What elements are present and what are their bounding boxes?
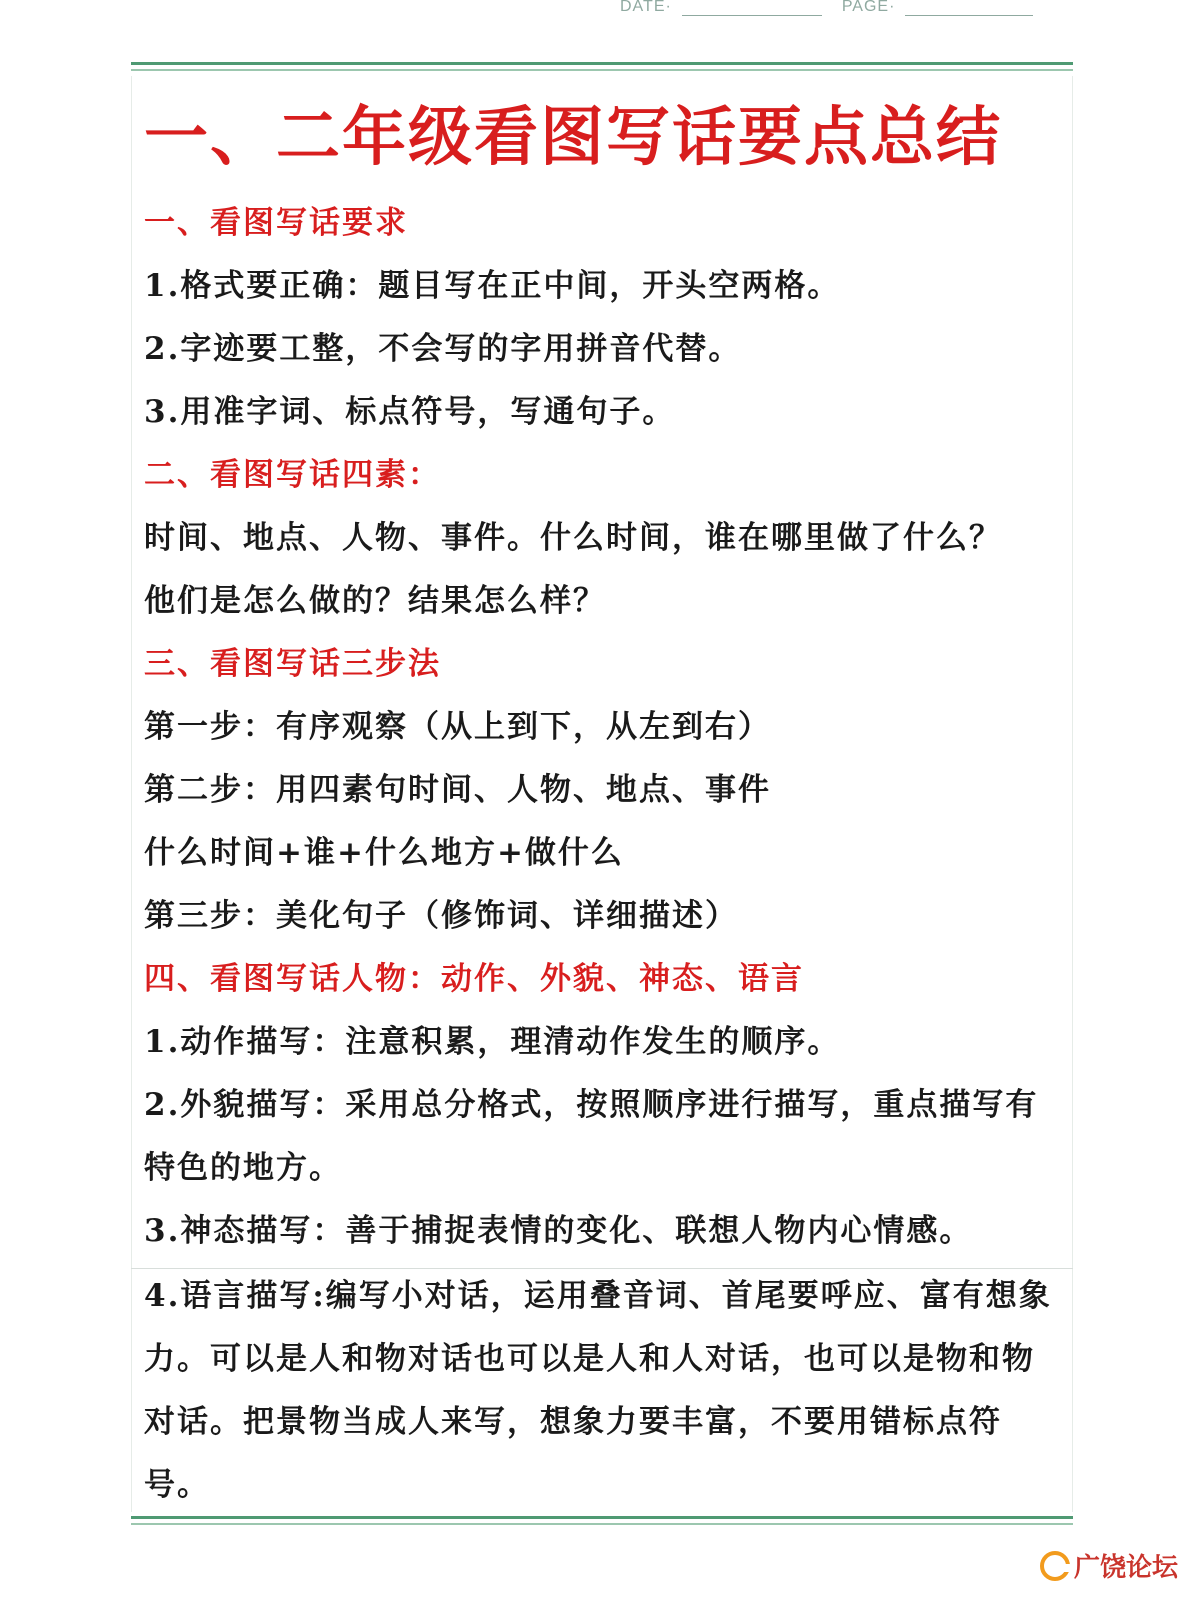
list-item: 第二步：用四素句时间、人物、地点、事件 <box>144 772 771 808</box>
list-item: 2.字迹要工整，不会写的字用拼音代替。 <box>144 331 742 367</box>
section-four-elements <box>144 444 1064 633</box>
divider <box>131 1268 1073 1269</box>
page-label: PAGE· <box>841 0 896 15</box>
left-border <box>131 76 132 1512</box>
right-border <box>1072 76 1073 1512</box>
page-line <box>905 0 1033 16</box>
list-item: 第一步：有序观察（从上到下，从左到右） <box>144 709 771 745</box>
list-item: 3.神态描写：善于捕捉表情的变化、联想人物内心情感。 <box>144 1213 973 1249</box>
list-item: 2.外貌描写：采用总分格式，按照顺序进行描写，重点描写有特色的地方。 <box>144 1087 1039 1186</box>
list-item: 1.动作描写：注意积累，理清动作发生的顺序。 <box>144 1024 841 1060</box>
section-heading: 四、看图写话人物：动作、外貌、神态、语言 <box>144 961 804 997</box>
section-requirements <box>144 192 1064 444</box>
list-item: 什么时间+谁+什么地方+做什么 <box>144 835 624 871</box>
section-heading: 三、看图写话三步法 <box>144 646 441 682</box>
list-item: 时间、地点、人物、事件。什么时间，谁在哪里做了什么？ <box>144 520 1002 556</box>
page-title: 一、二年级看图写话要点总结 <box>144 100 1002 175</box>
document-body <box>144 96 1064 1517</box>
logo-icon <box>1040 1551 1070 1581</box>
section-heading: 二、看图写话四素： <box>144 457 441 493</box>
list-item: 3.用准字词、标点符号，写通句子。 <box>144 394 676 430</box>
date-line <box>682 0 822 16</box>
page-header <box>620 0 1033 16</box>
section-heading: 一、看图写话要求 <box>144 205 408 241</box>
list-item: 1.格式要正确：题目写在正中间，开头空两格。 <box>144 268 841 304</box>
section-characters <box>144 948 1064 1517</box>
list-item: 4.语言描写:编写小对话，运用叠音词、首尾要呼应、富有想象力。可以是人和物对话也可以是人和人对话，也可以是物和物对话。把景物当成人来写，想象力要丰富，不要用错标点符号。 <box>144 1278 1052 1503</box>
list-item: 第三步：美化句子（修饰词、详细描述） <box>144 898 738 934</box>
list-item: 他们是怎么做的？结果怎么样？ <box>144 583 606 619</box>
bottom-rule <box>131 1516 1073 1525</box>
watermark-text: 广饶论坛 <box>1073 1552 1178 1582</box>
section-three-steps <box>144 633 1064 948</box>
date-label: DATE· <box>620 0 672 15</box>
watermark <box>1040 1547 1178 1584</box>
top-rule <box>131 62 1073 71</box>
